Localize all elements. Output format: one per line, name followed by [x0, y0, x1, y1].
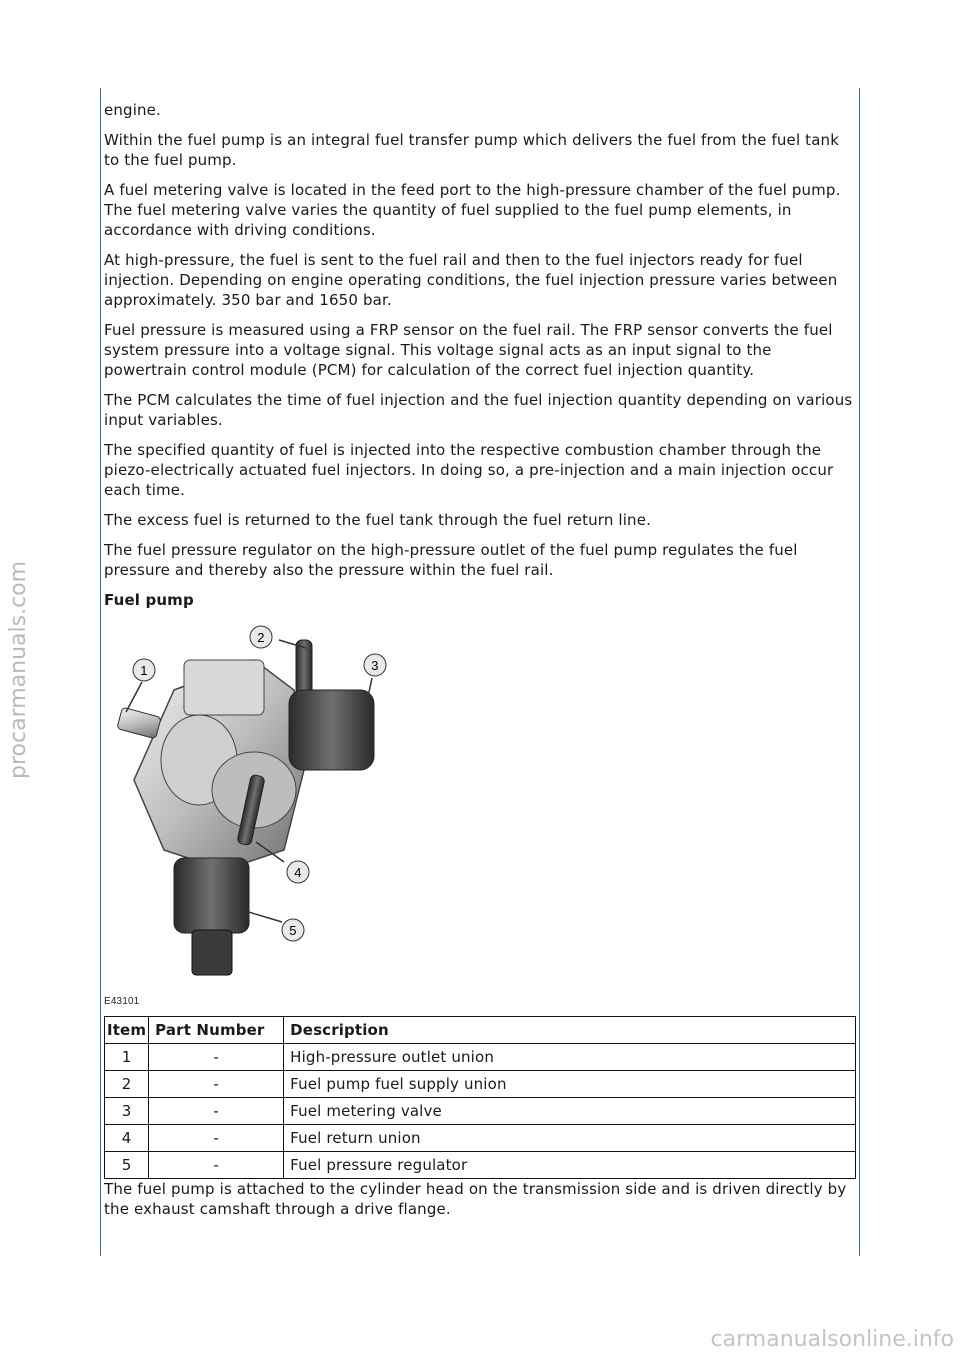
figure-code: E43101 [104, 996, 140, 1007]
table-row [105, 1125, 856, 1152]
cell-part-number: - [149, 1152, 284, 1179]
left-margin-rule [100, 88, 101, 1256]
table-row [105, 1098, 856, 1125]
paragraph-high-pressure: At high-pressure, the fuel is sent to the fuel rail and then to the fuel injectors ready for fuel injection. Depending on engine operating conditions, the fuel injection pressure varies between approximately. 350 bar and 1650 bar. [104, 251, 838, 309]
cell-item: 2 [105, 1071, 149, 1098]
callout-4: 4 [294, 865, 302, 880]
cell-description: Fuel metering valve [284, 1098, 856, 1125]
callout-1: 1 [140, 663, 148, 678]
parts-table [104, 1016, 856, 1179]
header-part-number: Part Number [149, 1017, 284, 1044]
callout-3: 3 [371, 658, 379, 673]
cell-item: 3 [105, 1098, 149, 1125]
paragraph-transfer-pump: Within the fuel pump is an integral fuel transfer pump which delivers the fuel from the fuel tank to the fuel pump. [104, 131, 840, 169]
cell-description: Fuel pump fuel supply union [284, 1071, 856, 1098]
table-row [105, 1044, 856, 1071]
table-header-row [105, 1017, 856, 1044]
header-item: Item [105, 1017, 149, 1044]
section-heading: Fuel pump [104, 591, 194, 609]
paragraph-pcm: The PCM calculates the time of fuel injection and the fuel injection quantity depending on various input variables. [104, 391, 853, 429]
paragraph-engine: engine. [104, 101, 161, 119]
paragraph-regulator: The fuel pressure regulator on the high-pressure outlet of the fuel pump regulates the fuel pressure and thereby also the pressure within the fuel rail. [104, 541, 798, 579]
cell-item: 4 [105, 1125, 149, 1152]
bottom-watermark: carmanualsonline.info [710, 1327, 954, 1352]
cell-part-number: - [149, 1071, 284, 1098]
cell-item: 1 [105, 1044, 149, 1071]
table-row [105, 1071, 856, 1098]
paragraph-return: The excess fuel is returned to the fuel tank through the fuel return line. [104, 511, 652, 529]
cell-description: High-pressure outlet union [284, 1044, 856, 1071]
header-description: Description [284, 1017, 856, 1044]
paragraph-frp-sensor: Fuel pressure is measured using a FRP sensor on the fuel rail. The FRP sensor converts the fuel system pressure into a voltage signal. This voltage signal acts as an input signal to the powertrain control module (PCM) for calculation of the correct fuel injection quantity. [104, 321, 833, 379]
callout-2: 2 [257, 630, 265, 645]
fuel-pump-figure [104, 620, 404, 1010]
cell-item: 5 [105, 1152, 149, 1179]
cell-part-number: - [149, 1044, 284, 1071]
cell-part-number: - [149, 1098, 284, 1125]
right-margin-rule [859, 88, 860, 1256]
page-content [104, 100, 856, 1229]
table-row [105, 1152, 856, 1179]
paragraph-pump-mounting: The fuel pump is attached to the cylinder head on the transmission side and is driven directly by the exhaust camshaft through a drive flange. [104, 1180, 847, 1218]
paragraph-metering-valve: A fuel metering valve is located in the feed port to the high-pressure chamber of the fuel pump. The fuel metering valve varies the quantity of fuel supplied to the fuel pump elements, in accordance with driving conditions. [104, 181, 841, 239]
cell-description: Fuel return union [284, 1125, 856, 1152]
cell-description: Fuel pressure regulator [284, 1152, 856, 1179]
fuel-pump-illustration [104, 620, 404, 990]
cell-part-number: - [149, 1125, 284, 1152]
callout-5: 5 [289, 923, 297, 938]
side-watermark: procarmanuals.com [6, 560, 31, 780]
paragraph-injectors: The specified quantity of fuel is injected into the respective combustion chamber through the piezo-electrically actuated fuel injectors. In doing so, a pre-injection and a main injection occur each time. [104, 441, 834, 499]
